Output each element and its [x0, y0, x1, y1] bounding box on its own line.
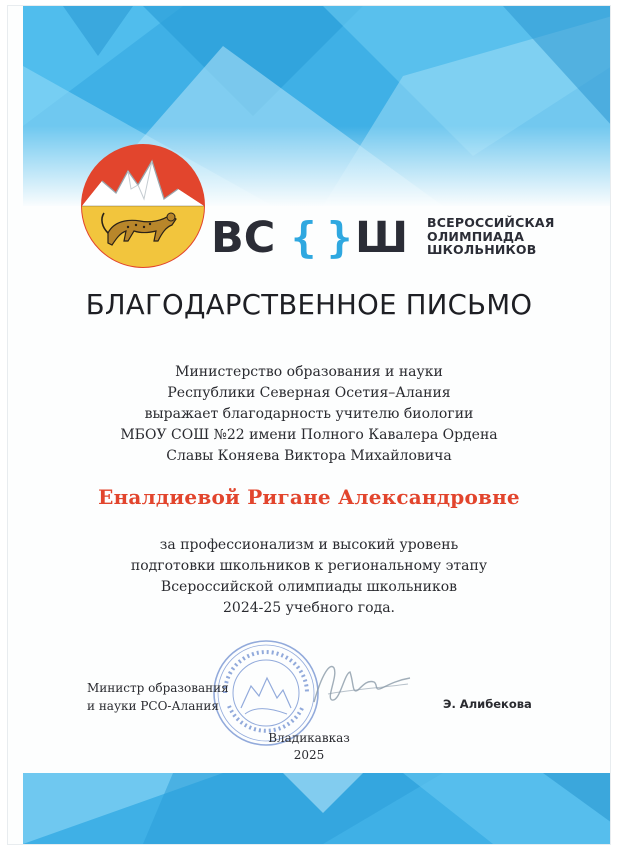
city: Владикавказ [268, 731, 350, 745]
svg-text:Ш: Ш [355, 214, 409, 260]
coat-of-arms-icon [78, 141, 208, 271]
svg-text:{: { [291, 214, 317, 260]
reason-line: за профессионализм и высокий уровень [159, 537, 459, 553]
olympiad-name-line: ВСЕРОССИЙСКАЯ [427, 215, 555, 230]
svg-text:ВС: ВС [211, 214, 276, 260]
place-and-year [8, 730, 610, 764]
reason-line: подготовки школьников к региональному этапу [130, 558, 488, 574]
olympiad-name-line: ШКОЛЬНИКОВ [427, 242, 537, 257]
year: 2025 [293, 748, 325, 762]
bottom-decorative-band [23, 773, 610, 844]
document-title: БЛАГОДАРСТВЕННОЕ ПИСЬМО [85, 289, 533, 321]
signature-icon [308, 654, 418, 714]
minister-title [87, 679, 229, 715]
reason-line: 2024-25 учебного года. [223, 600, 395, 616]
signer-name: Э. Алибекова [443, 697, 532, 711]
intro-line: МБОУ СОШ №22 имени Полного Кавалера Ордена [120, 427, 498, 443]
svg-text:}: } [327, 214, 353, 260]
intro-paragraph [8, 362, 610, 467]
olympiad-logo-icon [211, 214, 411, 260]
reason-paragraph [8, 535, 610, 619]
minister-title-line: и науки РСО-Алания [87, 699, 219, 713]
olympiad-name [427, 216, 577, 257]
certificate-sheet [8, 6, 610, 844]
intro-line: Республики Северная Осетия–Алания [167, 385, 451, 401]
intro-line: выражает благодарность учителю биологии [144, 406, 474, 422]
intro-line: Министерство образования и науки [175, 364, 443, 380]
reason-line: Всероссийской олимпиады школьников [160, 579, 458, 595]
minister-title-line: Министр образования [87, 681, 229, 695]
recipient-name: Еналдиевой Ригане Александровне [98, 485, 520, 509]
olympiad-name-line: ОЛИМПИАДА [427, 228, 525, 244]
intro-line: Славы Коняева Виктора Михайловича [166, 448, 452, 464]
